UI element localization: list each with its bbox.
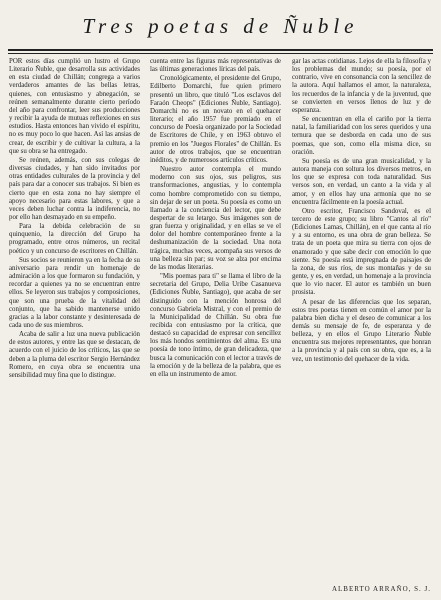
col3-paragraph-5: A pesar de las diferencias que los separan, estos tres poetas tienen en común el amor por la palabra bien dicha y el deseo de comunicar a los demás su mensaje de fe, de esperanza y de belleza, y en ellos el Grupo Literario Ñuble encuentra sus mejores representantes, que honran a la provincia y al país con su obra, que es, a la vez, un testimonio del quehacer de la vida. bbox=[292, 298, 431, 363]
article-title: Tres poetas de Ñuble bbox=[82, 14, 359, 38]
column-1 bbox=[9, 58, 140, 380]
col3-paragraph-2: Se encuentran en ella el cariño por la tierra natal, la familiaridad con los seres queridos y una ternura que se desborda en cada uno de sus poemas, que son, como ella misma dice, su oración. bbox=[292, 116, 431, 156]
title-rule-top bbox=[8, 49, 433, 51]
title-rule-bottom bbox=[8, 53, 433, 54]
col3-paragraph-1: gar las actas cotidianas. Lejos de ella la filosofía y los problemas del mundo; su poesía, por el contrario, vive en consonancia con la sencillez de la autora. Aquí hallamos el amor, la naturaleza, los recuerdos de la infancia y de la juventud, que se convierten en versos llenos de luz y de esperanza. bbox=[292, 58, 431, 114]
col2-paragraph-2: Cronológicamente, el presidente del Grupo, Edilberto Domarchi, fue quien primero presentó un libro, que tituló "Los esclavos del Faraón Cheops" (Ediciones Ñuble, Santiago). Domarchi no es un novato en el quehacer literario; el año 1957 fue premiado en el concurso de Poesía organizado por la Sociedad de Escritores de Chile, y en 1963 obtuvo el premio en los "Juegos Florales" de Chillán. Es autor de otros trabajos, que se encuentran inéditos, y de numerosos artículos críticos. bbox=[150, 75, 281, 164]
col3-paragraph-4: Otro escritor, Francisco Sandoval, es el tercero de este grupo; su libro "Cantos al río" (Ediciones Lamas, Chillán), en el que canta al río y a su entorno, es una obra de gran belleza. Se trata de un poeta que mira su tierra con ojos de enamorado y que sabe decir con emoción lo que siente. Su poesía está impregnada de paisajes de la zona, de sus ríos, de sus montañas y de su gente, y es, en verdad, un homenaje a la provincia que lo vio nacer. El autor es también un buen prosista. bbox=[292, 207, 431, 297]
col2-paragraph-3: Nuestro autor contempla el mundo moderno con sus ojos, sus peligros, sus transformaciones, angustias, y lo contempla como hombre comprometido con su tiempo, sin dejar de ser un poeta. Su poesía es como un llamado a la conciencia del lector, que debe despertar de su letargo. Sus imágenes son de gran fuerza y originalidad, y en ellas se ve el dolor del hombre contemporáneo frente a la deshumanización de la sociedad. Una nota trágica, muchas veces, acompaña sus versos de una belleza sin par; su voz se alza por encima de las modas literarias. bbox=[150, 166, 281, 271]
column-2 bbox=[150, 58, 281, 379]
column-3 bbox=[292, 58, 431, 364]
col1-paragraph-2: Se reúnen, además, con sus colegas de diversas ciudades, y han sido invitados por otras entidades culturales de la provincia y del país para dar a conocer sus trabajos. Si bien es cierto que en esta zona no hay siempre el apoyo necesario para estas labores, y que a veces deben luchar contra la indiferencia, no por ello han desmayado en su empeño. bbox=[9, 156, 140, 221]
col2-paragraph-4: "Mis poemas para ti" se llama el libro de la secretaria del Grupo, Delia Uribe Casanueva (Ediciones Ñuble, Santiago), que acaba de ser distinguido con la mención honrosa del concurso Gabriela Mistral, y con el premio de la Municipalidad de Chillán. Su obra fue recibida con entusiasmo por la crítica, que destacó su capacidad de expresar con sencillez los más hondos sentimientos del alma. Es una poesía de tono íntimo, de gran delicadeza, que busca la comunicación con el lector a través de la emoción y de la belleza de la palabra, que es en ella un instrumento de amor. bbox=[150, 273, 281, 378]
col2-paragraph-1: cuenta entre las figuras más representativas de las últimas generaciones líricas del país. bbox=[150, 58, 281, 74]
col1-paragraph-1: POR estos días cumplió un lustro el Grupo Literario Ñuble, que desarrolla sus actividades en esta ciudad de Chillán; congrega a varios verdaderos amantes de las bellas letras, quienes, con entusiasmo y abnegación, se reúnen semanalmente durante cierto período del año para confrontar, leer sus producciones y recibir la ayuda de mutuas reflexiones en sus estudios. Hasta entonces han vivido el espíritu, no es muy poco lo que hacen. Así las ansias de crear, de escribir y de cultivar la cultura, a la que su obra se ha entregado. bbox=[9, 58, 140, 155]
author-signature: ALBERTO ARRAÑO, S. J. bbox=[331, 585, 431, 593]
col1-paragraph-4: Sus socios se reunieron ya en la fecha de su aniversario para rendir un homenaje de admiración a los que formaron su fundación, y recordar a quienes ya no se encuentran entre ellos. Se leyeron sus trabajos y composiciones, que son una prueba de la vitalidad del conjunto, que ha sabido mantenerse unido gracias a la labor constante y desinteresada de cada uno de sus miembros. bbox=[9, 256, 140, 329]
col1-paragraph-5: Acaba de salir a luz una nueva publicación de estos autores, y entre las que se destacan, de acuerdo con el juicio de los críticos, las que se deben a la pluma del escritor Sergio Hernández Romero, en cuya obra se encuentra una sensibilidad muy fina que lo distingue. bbox=[9, 331, 140, 379]
col1-paragraph-3: Para la debida celebración de su quinquenio, la dirección del Grupo ha programado, entre otros números, un recital poético y un concurso de escritores en Chillán. bbox=[9, 223, 140, 255]
col3-paragraph-3: Su poesía es de una gran musicalidad, y la autora maneja con soltura los diversos metros, en los que se expresa con toda naturalidad. Sus versos son, en verdad, un canto a la vida y al amor, y en ellos hay una armonía que no se encuentra fácilmente en la poesía actual. bbox=[292, 157, 431, 206]
